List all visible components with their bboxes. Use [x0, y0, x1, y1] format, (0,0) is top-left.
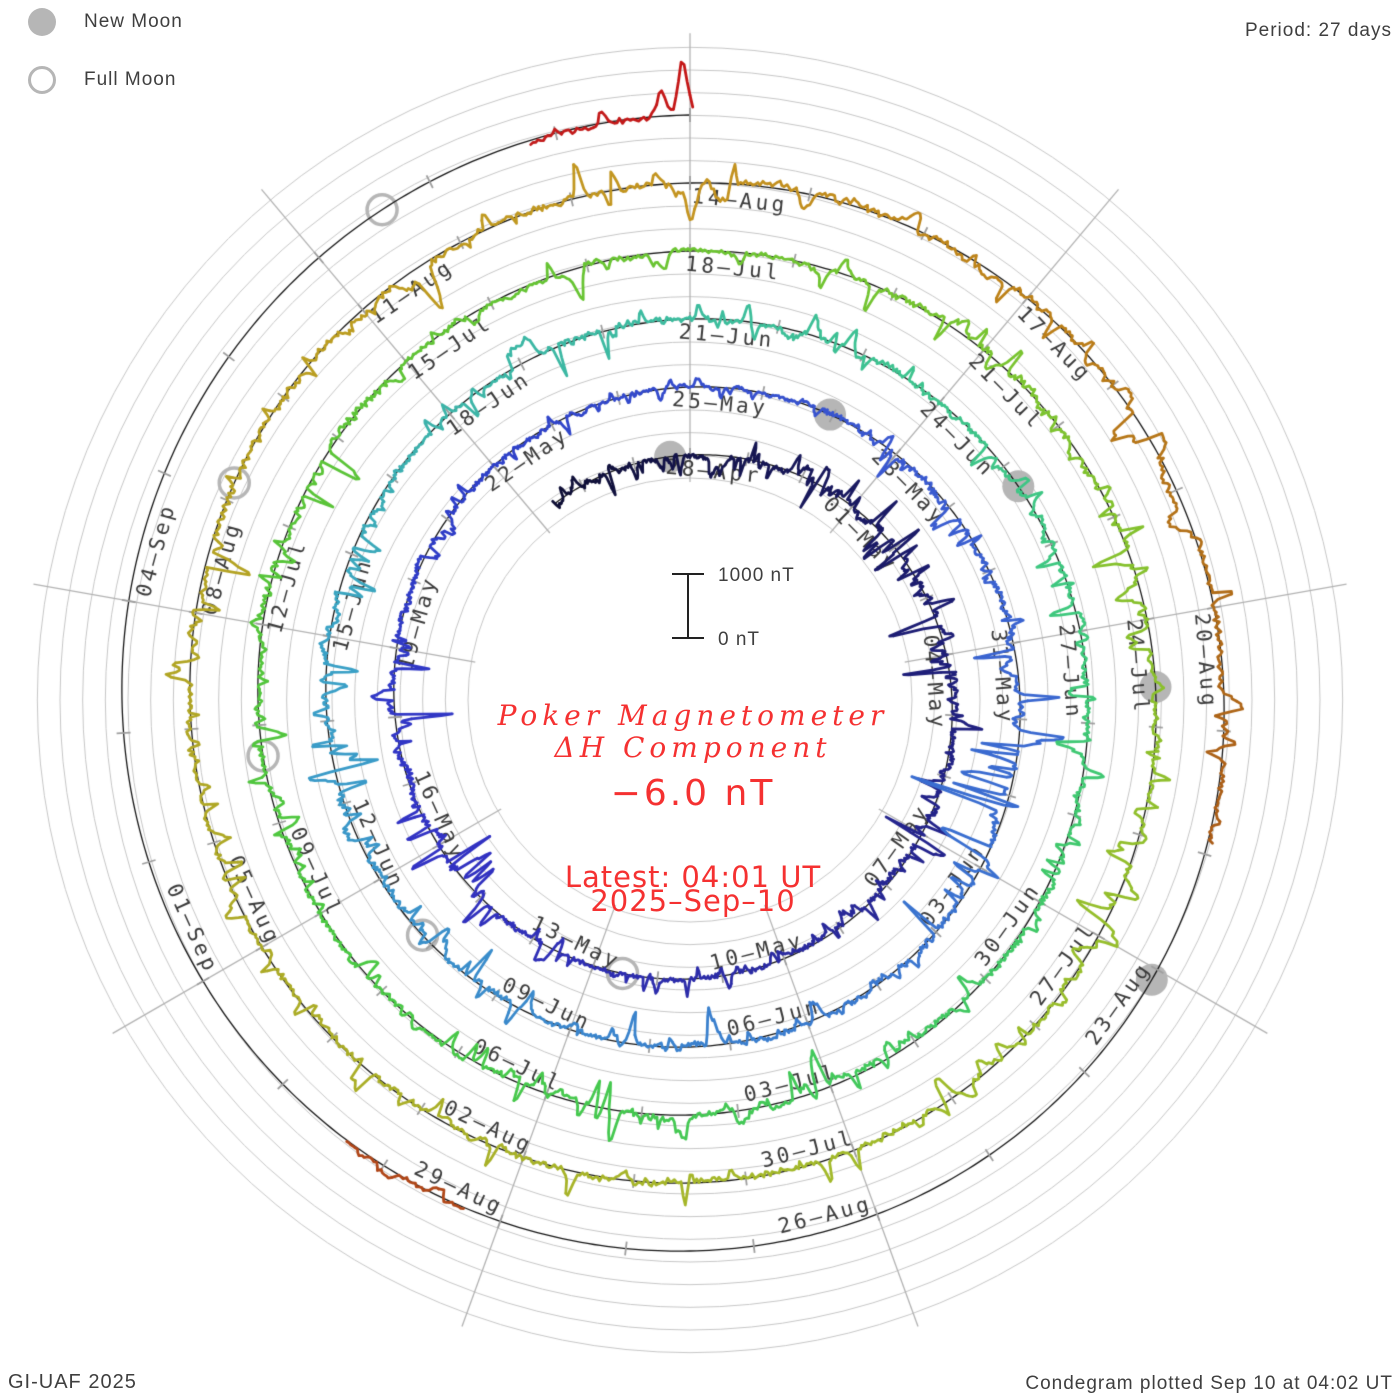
legend-new-moon-row	[28, 8, 183, 36]
scale-bar-cap-bottom	[672, 637, 704, 639]
new-moon-icon	[28, 8, 56, 36]
center-latest-date: 2025–Sep–10	[590, 884, 796, 918]
legend-new-moon-label: New Moon	[84, 11, 183, 32]
legend-full-moon-label: Full Moon	[84, 69, 177, 90]
scale-bar-line	[687, 573, 689, 639]
center-latest-value: −6.0 nT	[610, 773, 776, 814]
center-title-line2: ΔH Component	[554, 731, 832, 764]
center-latest-time: Latest: 04:01 UT	[564, 860, 822, 894]
center-title-line1: Poker Magnetometer	[497, 699, 889, 732]
scale-bar	[672, 565, 852, 651]
scale-bar-cap-top	[672, 573, 704, 575]
scale-bar-bottom-label: 0 nT	[718, 629, 761, 650]
period-label: Period: 27 days	[1244, 20, 1392, 41]
footer-credit: GI-UAF 2025	[8, 1371, 137, 1393]
footer-plot-timestamp: Condegram plotted Sep 10 at 04:02 UT	[1025, 1373, 1393, 1394]
legend-full-moon-row	[28, 66, 176, 94]
full-moon-icon	[28, 66, 56, 94]
scale-bar-top-label: 1000 nT	[718, 565, 795, 586]
